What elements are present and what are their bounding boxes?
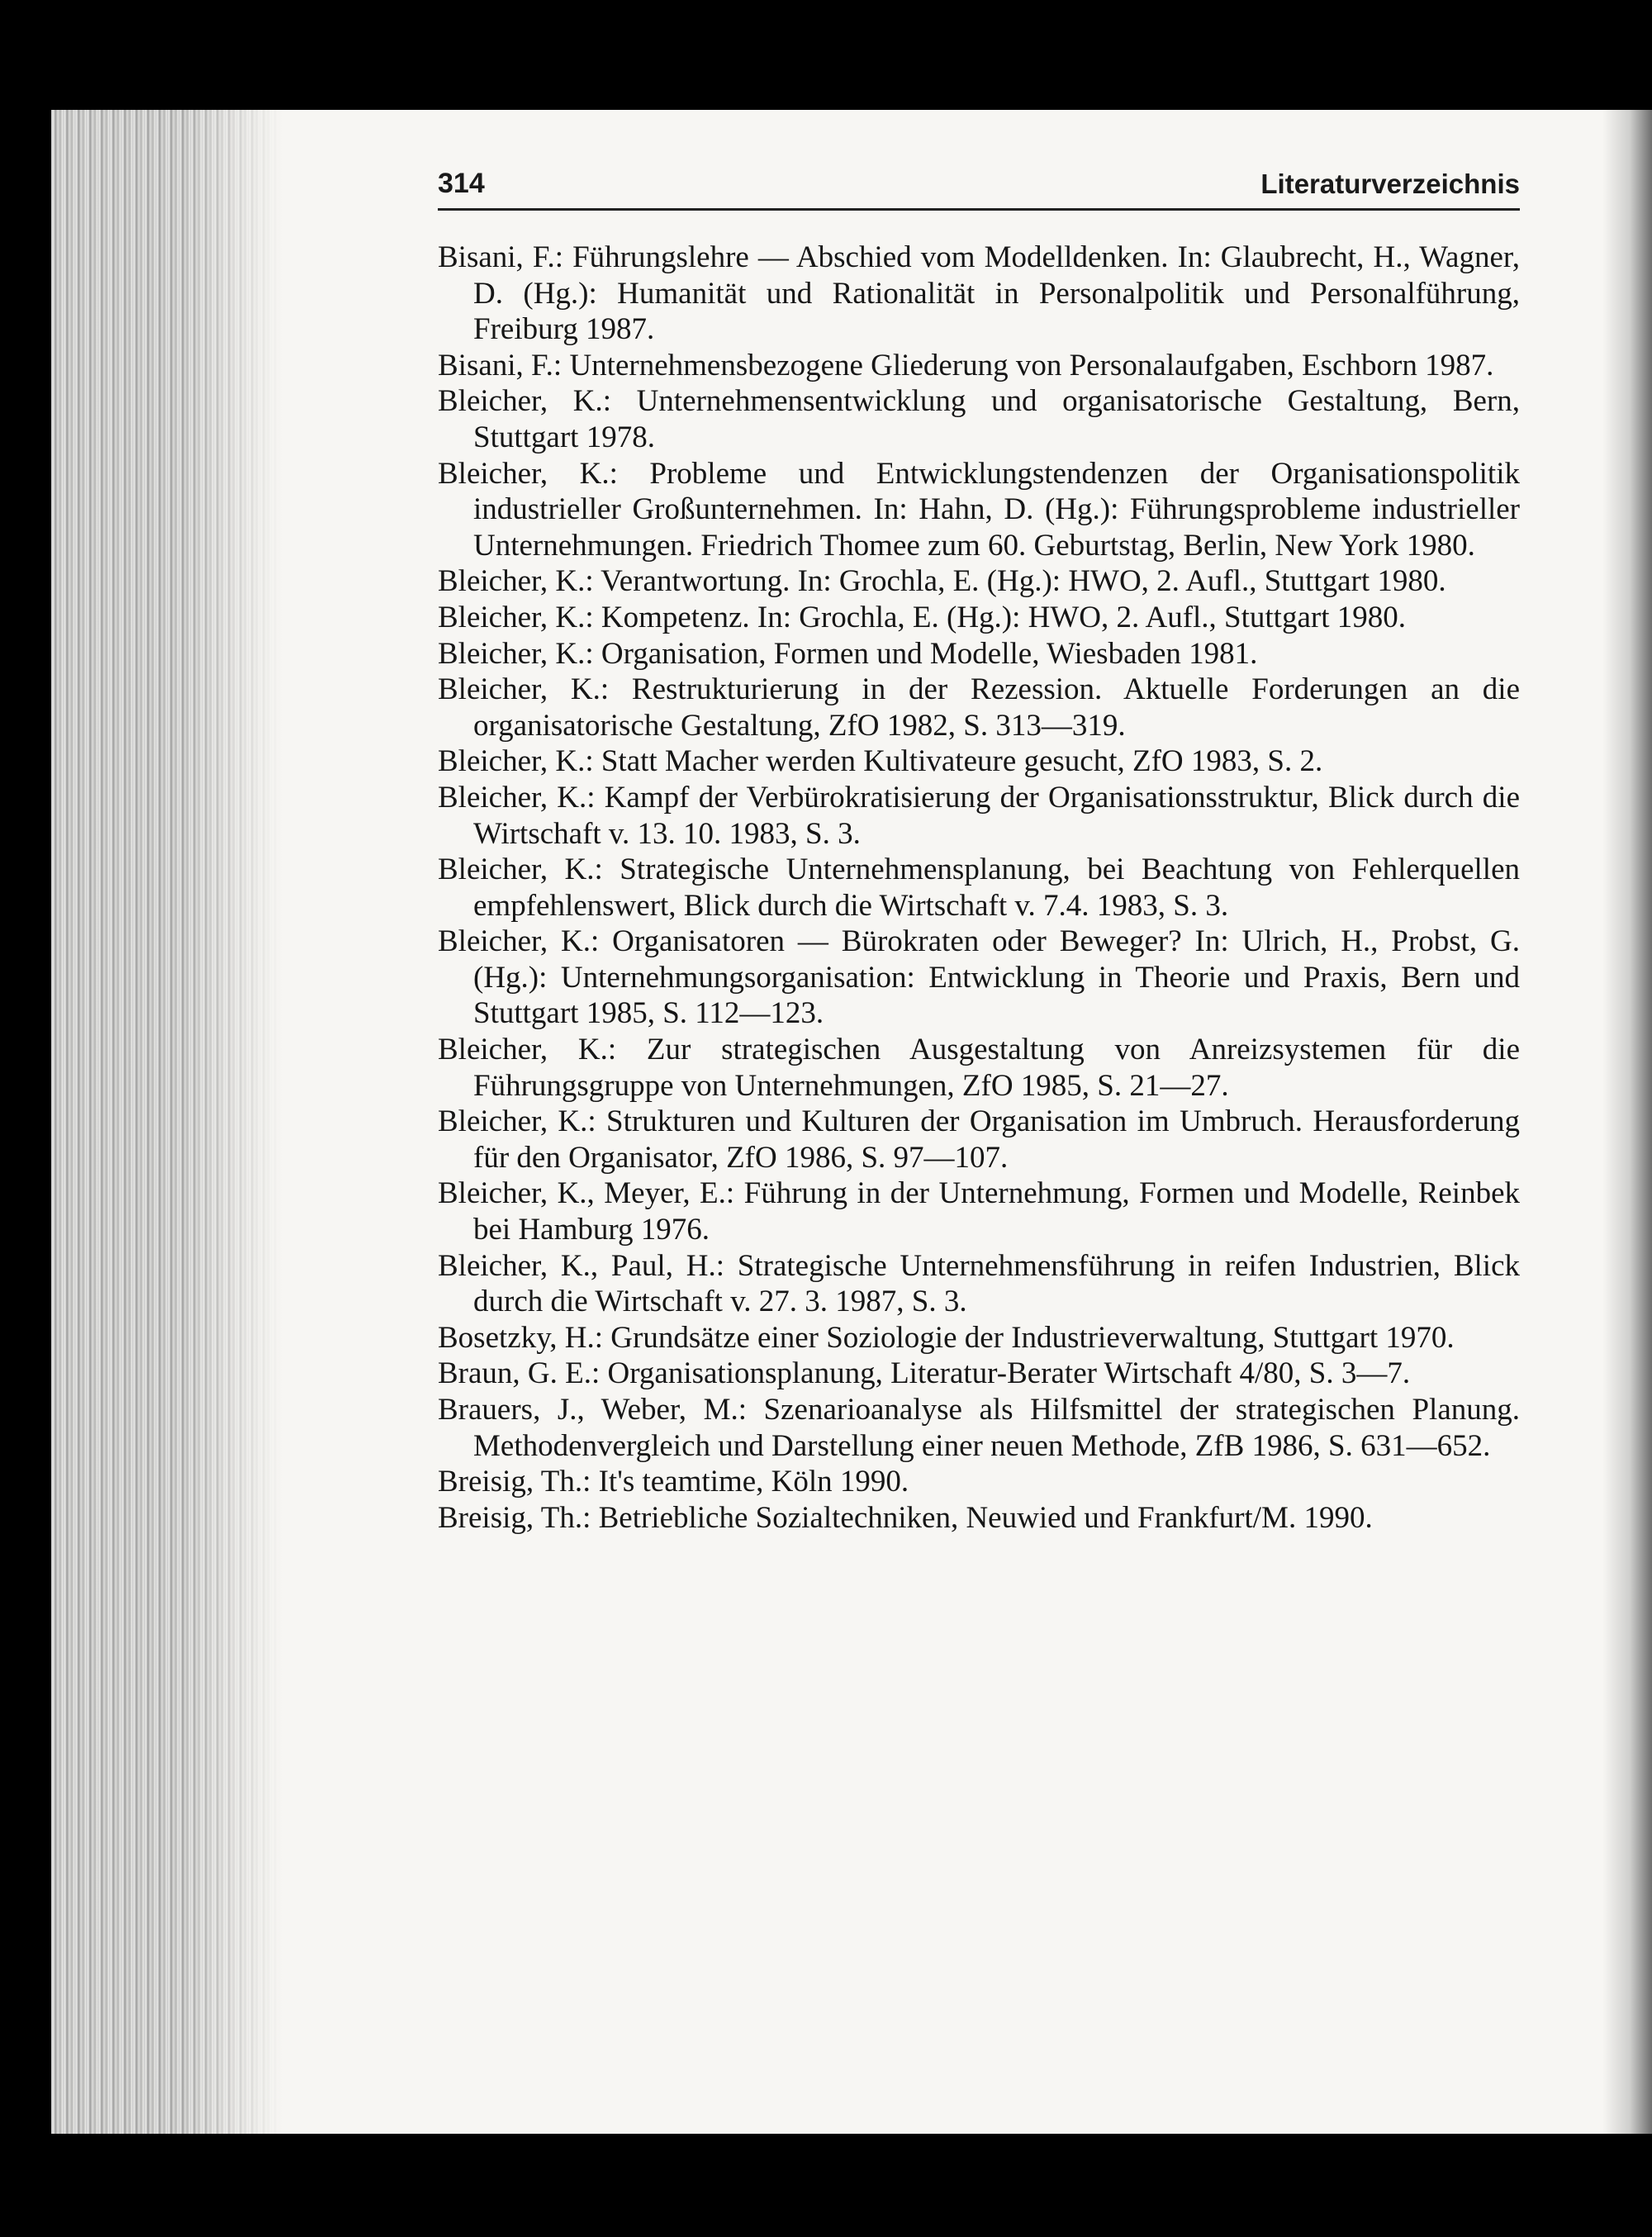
bibliography-entry: Bleicher, K., Meyer, E.: Führung in der Unternehmung, Formen und Modelle, Reinbek bei Hamburg 1976. <box>438 1176 1520 1247</box>
running-title: Literaturverzeichnis <box>1260 169 1520 199</box>
page-number: 314 <box>438 168 485 199</box>
bibliography-entry: Bleicher, K.: Organisatoren — Bürokraten oder Beweger? In: Ulrich, H., Probst, G. (Hg.): Unternehmungsorganisation: Entwicklung in Theorie und Praxis, Bern und Stuttgart 1985, S. 112—123. <box>438 924 1520 1031</box>
bibliography-entry: Brauers, J., Weber, M.: Szenarioanalyse als Hilfsmittel der strategischen Planung. Methodenvergleich und Darstellung einer neuen Methode, ZfB 1986, S. 631—652. <box>438 1393 1520 1463</box>
bibliography-entry: Bleicher, K.: Kampf der Verbürokratisierung der Organisationsstruktur, Blick durch die Wirtschaft v. 13. 10. 1983, S. 3. <box>438 780 1520 851</box>
bibliography-entry: Braun, G. E.: Organisationsplanung, Literatur-Berater Wirtschaft 4/80, S. 3—7. <box>438 1356 1411 1391</box>
page-edges <box>51 110 282 2134</box>
bibliography-entry: Bleicher, K.: Kompetenz. In: Grochla, E. (Hg.): HWO, 2. Aufl., Stuttgart 1980. <box>438 600 1406 634</box>
bibliography-entry: Bisani, F.: Unternehmensbezogene Gliederung von Personalaufgaben, Eschborn 1987. <box>438 348 1494 382</box>
bibliography-entry: Bleicher, K.: Probleme und Entwicklungstendenzen der Organisationspolitik industrieller Großunternehmen. In: Hahn, D. (Hg.): Führungsprobleme industrieller Unternehmungen. Friedrich Thomee zum 60. Geburtstag, Berlin, New York 1980. <box>438 456 1520 563</box>
bibliography-entry: Bleicher, K.: Strategische Unternehmensplanung, bei Beachtung von Fehlerquellen empfehlenswert, Blick durch die Wirtschaft v. 7.4. 1983, S. 3. <box>438 853 1520 923</box>
page-curl-shadow <box>1602 110 1652 2134</box>
bibliography-entry: Bisani, F.: Führungslehre — Abschied vom Modelldenken. In: Glaubrecht, H., Wagner, D. (Hg.): Humanität und Rationalität in Personalpolitik und Personalführung, Freiburg 1987. <box>438 240 1520 347</box>
bibliography-entry: Bleicher, K.: Zur strategischen Ausgestaltung von Anreizsystemen für die Führungsgruppe von Unternehmungen, ZfO 1985, S. 21—27. <box>438 1033 1520 1103</box>
bibliography-entry: Bleicher, K.: Organisation, Formen und Modelle, Wiesbaden 1981. <box>438 636 1258 671</box>
bibliography-entry: Bleicher, K.: Strukturen und Kulturen der Organisation im Umbruch. Herausforderung für den Organisator, ZfO 1986, S. 97—107. <box>438 1104 1520 1175</box>
bibliography-entry: Bleicher, K.: Unternehmensentwicklung und organisatorische Gestaltung, Bern, Stuttgart 1978. <box>438 384 1520 454</box>
bibliography-entry: Breisig, Th.: It's teamtime, Köln 1990. <box>438 1465 909 1499</box>
bibliography-entry: Bosetzky, H.: Grundsätze einer Soziologie der Industrieverwaltung, Stuttgart 1970. <box>438 1320 1455 1355</box>
page-header <box>438 159 1520 211</box>
bibliography-entry: Bleicher, K., Paul, H.: Strategische Unternehmensführung in reifen Industrien, Blick durch die Wirtschaft v. 27. 3. 1987, S. 3. <box>438 1248 1520 1319</box>
bibliography-entry: Bleicher, K.: Verantwortung. In: Grochla, E. (Hg.): HWO, 2. Aufl., Stuttgart 1980. <box>438 564 1446 599</box>
bibliography-entry: Breisig, Th.: Betriebliche Sozialtechniken, Neuwied und Frankfurt/M. 1990. <box>438 1500 1373 1535</box>
bibliography-entry: Bleicher, K.: Statt Macher werden Kultivateure gesucht, ZfO 1983, S. 2. <box>438 744 1323 779</box>
bibliography-entry: Bleicher, K.: Restrukturierung in der Rezession. Aktuelle Forderungen an die organisatorische Gestaltung, ZfO 1982, S. 313—319. <box>438 672 1520 743</box>
bibliography-list <box>438 240 1520 1536</box>
